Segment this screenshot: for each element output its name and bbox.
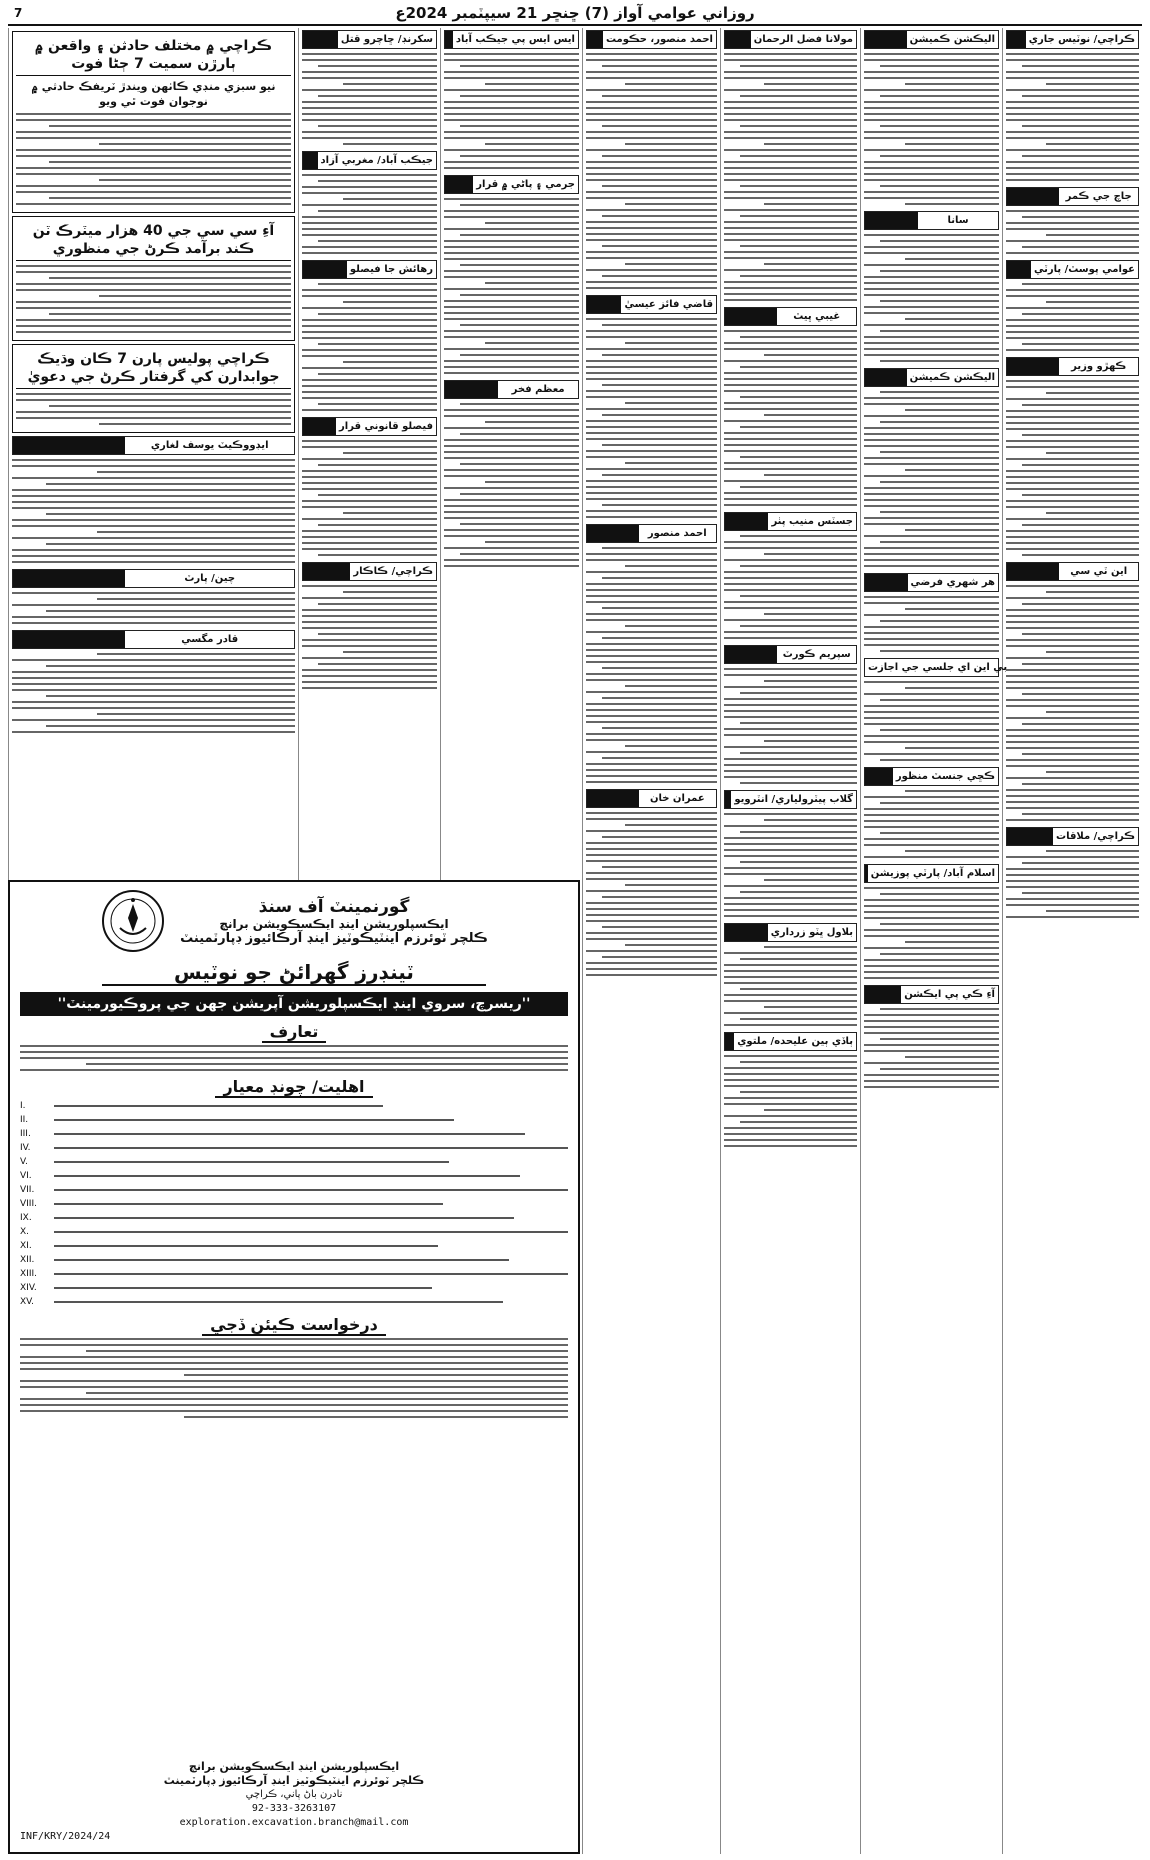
ad-criteria-list (20, 1099, 568, 1309)
story-kicker-label: اين ٽي سي (1070, 566, 1128, 577)
story-kicker-bar (725, 308, 777, 325)
story-kicker (1006, 187, 1139, 206)
story-kicker (586, 295, 717, 314)
news-story (864, 573, 999, 652)
news-story (724, 512, 857, 639)
story-kicker-bar (13, 631, 125, 648)
story-kicker-bar (303, 563, 350, 580)
news-story (864, 767, 999, 858)
tender-advertisement (8, 880, 580, 1854)
story-kicker-label: چين/ پارٽ (184, 573, 236, 584)
headline-export: آءِ سي سي جي 40 هزار ميٽرڪ ٽن ڪند برآمد ڪرڻ جي منظوري (16, 220, 291, 261)
ad-criteria-item (20, 1253, 568, 1267)
story-kicker-bar (725, 791, 731, 808)
ad-notice-title: ٽينڊرز گهرائڻ جو نوٽيس (102, 960, 486, 986)
story-kicker-bar (725, 31, 751, 48)
story-kicker-label: هر شهري فرضي (910, 577, 995, 588)
story-kicker-label: ڪراچي/ ملاقات (1056, 831, 1135, 842)
news-story (864, 30, 999, 205)
story-kicker (864, 211, 999, 230)
story-body (724, 535, 857, 639)
ad-department: ڪلچر ٽوئرزم اينٽيڪوٽيز اينڊ آرڪائيوز ڊپارٽمينٽ (180, 930, 488, 946)
column-2 (860, 28, 1008, 1854)
story-kicker-label: عمران خان (649, 793, 705, 804)
story-kicker-bar (1007, 31, 1026, 48)
story-kicker-bar (13, 437, 125, 454)
story-kicker-bar (303, 152, 318, 169)
ad-criteria-number: V. (20, 1157, 28, 1167)
story-kicker-bar (865, 768, 893, 785)
story-kicker-label: بلاول ڀٽو زرداري (770, 927, 853, 938)
ad-criteria-item (20, 1141, 568, 1155)
story-kicker-label: مولانا فضل الرحمان (753, 34, 853, 45)
export-story-body (16, 265, 291, 333)
news-story (444, 30, 579, 169)
story-body (444, 53, 579, 169)
story-kicker-label: ڪراچي/ ڪاڪار (353, 566, 433, 577)
ad-criteria-number: XI. (20, 1241, 32, 1251)
ad-criteria-item (20, 1127, 568, 1141)
story-kicker (1006, 562, 1139, 581)
story-kicker-label: جيڪب آباد/ مغربي آزاد (320, 155, 433, 166)
news-story (1006, 357, 1139, 556)
story-body (302, 53, 437, 145)
story-kicker-label: گلاب پيٽرولياري/ انٽرويو (734, 794, 853, 805)
ad-banner: ''ريسرچ، سروي اينڊ ايڪسپلوريشن آپريشن جهن جي پروڪيورمينٽ'' (20, 992, 568, 1016)
story-kicker-bar (303, 418, 336, 435)
story-kicker-bar (865, 369, 907, 386)
story-kicker-bar (865, 212, 918, 229)
news-story (724, 30, 857, 301)
story-kicker (12, 436, 295, 455)
story-kicker-bar (1007, 188, 1059, 205)
story-kicker-label: جاچ جي ڪمر (1065, 191, 1132, 202)
column-6 (298, 28, 440, 880)
story-kicker-label: رهائش جا فيصلو (349, 264, 433, 275)
column-3 (720, 28, 860, 1854)
story-kicker (302, 562, 437, 581)
ad-section-how-to-apply: درخواست ڪيئن ڏجي (20, 1315, 568, 1334)
story-body (724, 330, 857, 506)
ad-criteria-item (20, 1197, 568, 1211)
headline-police: ڪراچي پوليس پارن 7 ڪان وڌيڪ جوابدارن کي گرفتار ڪرڻ جي دعويٰ (16, 348, 291, 389)
ad-footer-branch: ايڪسپلوريشن اينڊ ايڪسڪويشن برانچ (188, 1760, 400, 1773)
story-kicker (586, 789, 717, 808)
ad-criteria-number: I. (20, 1101, 26, 1111)
ad-criteria-number: XIII. (20, 1269, 37, 1279)
column-4 (582, 28, 720, 1854)
ad-criteria-item (20, 1225, 568, 1239)
story-body (864, 790, 999, 858)
column-7 (8, 28, 298, 880)
ad-footer-code: INF/KRY/2024/24 (20, 1831, 111, 1842)
story-body (12, 653, 295, 733)
news-story (12, 436, 295, 563)
story-kicker (724, 30, 857, 49)
story-body (444, 198, 579, 374)
story-kicker (302, 30, 437, 49)
story-kicker-label: اليڪشن ڪميشن (909, 34, 995, 45)
story-kicker-bar (1007, 828, 1053, 845)
story-kicker-label: فيصلو قانوني قرار (339, 421, 433, 432)
ad-criteria-number: VIII. (20, 1199, 37, 1209)
story-body (864, 1008, 999, 1088)
news-story (864, 368, 999, 567)
story-kicker-label: بي اين اي جلسي جي اجازت (868, 662, 1008, 673)
ad-criteria-item (20, 1267, 568, 1281)
news-story (1006, 260, 1139, 351)
story-body (864, 234, 999, 362)
ad-criteria-item (20, 1169, 568, 1183)
news-story (1006, 562, 1139, 821)
story-kicker-label: ايڊووڪيٽ يوسف لغاري (150, 440, 269, 451)
news-story (864, 985, 999, 1088)
lead-story-box (12, 31, 295, 213)
news-story (586, 789, 717, 976)
story-body (1006, 53, 1139, 181)
story-body (444, 403, 579, 567)
story-body (1006, 283, 1139, 351)
ad-footer-department: ڪلچر ٽوئرزم اينٽيڪوٽيز اينڊ آرڪائيوز ڊپارٽمينٽ (163, 1774, 425, 1787)
story-kicker (444, 30, 579, 49)
story-kicker (864, 767, 999, 786)
ad-criteria-item (20, 1099, 568, 1113)
news-story (12, 569, 295, 624)
news-story (864, 864, 999, 979)
story-kicker-bar (1007, 563, 1059, 580)
story-kicker-label: اسلام آباد/ پارٽي پوزيشن (870, 868, 995, 879)
story-body (586, 53, 717, 289)
ad-footer-phone: 92-333-3263107 (251, 1803, 337, 1814)
story-kicker (586, 524, 717, 543)
news-story (302, 417, 437, 556)
story-kicker-label: قادر مگسي (181, 634, 239, 645)
story-kicker (864, 30, 999, 49)
news-story (302, 30, 437, 145)
ad-introduction-body (20, 1045, 568, 1071)
story-kicker (302, 417, 437, 436)
story-kicker-bar (445, 381, 498, 398)
news-story (586, 295, 717, 518)
ad-criteria-number: XV. (20, 1297, 35, 1307)
story-kicker-bar (1007, 358, 1059, 375)
news-story (12, 630, 295, 733)
story-kicker (1006, 30, 1139, 49)
police-story-body (16, 393, 291, 425)
ad-criteria-item (20, 1211, 568, 1225)
ad-criteria-item (20, 1295, 568, 1309)
news-story (444, 175, 579, 374)
story-kicker-label: سکرنڊ/ ڇاچرو قتل (340, 34, 433, 45)
news-story (724, 1032, 857, 1147)
story-kicker-label: احمد منصور (647, 528, 707, 539)
story-body (1006, 380, 1139, 556)
story-kicker-bar (865, 986, 901, 1003)
story-kicker-bar (865, 574, 908, 591)
story-body (724, 946, 857, 1026)
story-kicker-bar (587, 525, 639, 542)
story-kicker-bar (587, 790, 639, 807)
story-kicker-label: ايس ايس پي جيڪب آباد (455, 34, 575, 45)
story-body (864, 681, 999, 761)
ad-criteria-number: XIV. (20, 1283, 37, 1293)
story-kicker (864, 573, 999, 592)
story-kicker-bar (587, 296, 621, 313)
ad-criteria-item (20, 1155, 568, 1169)
ad-section-introduction: تعارف (20, 1022, 568, 1041)
story-body (724, 53, 857, 301)
police-story-box (12, 344, 295, 433)
ad-apply-body (20, 1338, 568, 1418)
ad-title-block (180, 897, 488, 946)
ad-criteria-item (20, 1183, 568, 1197)
news-story (1006, 187, 1139, 254)
news-story (1006, 30, 1139, 181)
story-body (864, 887, 999, 979)
story-kicker (724, 1032, 857, 1051)
news-story (724, 645, 857, 784)
story-kicker-label: غيبي ڀيٽ (793, 311, 841, 322)
story-body (302, 174, 437, 254)
story-kicker (1006, 827, 1139, 846)
news-story (586, 524, 717, 783)
story-kicker-bar (445, 176, 473, 193)
story-body (302, 283, 437, 411)
story-body (1006, 585, 1139, 821)
ad-government: گورنمينٽ آف سنڌ (258, 896, 410, 917)
ad-criteria-number: IV. (20, 1143, 31, 1153)
story-kicker-label: ٻاڏي ٻين عليحده/ ملتوي (737, 1036, 853, 1047)
ad-criteria-number: VII. (20, 1185, 35, 1195)
story-kicker-bar (1007, 261, 1031, 278)
ad-criteria-number: VI. (20, 1171, 32, 1181)
story-body (586, 812, 717, 976)
story-kicker-bar (865, 31, 907, 48)
ad-criteria-item (20, 1113, 568, 1127)
story-kicker (444, 175, 579, 194)
story-body (724, 813, 857, 917)
story-kicker (724, 645, 857, 664)
story-kicker-label: جرمي ۽ پاڻي ۾ قرار (476, 179, 575, 190)
story-kicker-label: قاضي فائز عيسيٰ (624, 299, 713, 310)
ad-criteria-number: III. (20, 1129, 31, 1139)
story-kicker (864, 864, 999, 883)
headline-lead-sub: نيو سبزي منڊي ڪاٺهن ويندڙ ٽريفڪ حادثي ۾ نوجوان فوت ٿي ويو (31, 80, 276, 108)
ad-header (20, 888, 568, 954)
story-body (864, 391, 999, 567)
story-body (864, 53, 999, 205)
story-body (12, 592, 295, 624)
story-body (724, 1055, 857, 1147)
story-kicker (12, 630, 295, 649)
story-kicker-bar (725, 646, 777, 663)
story-kicker-label: آءِ ڪي پي ايڪشن (904, 989, 995, 1000)
story-kicker-label: اليڪشن ڪميشن (909, 372, 995, 383)
ad-criteria-number: X. (20, 1227, 30, 1237)
story-kicker-label: احمد منصور، حڪومت (605, 34, 713, 45)
headline-lead: ڪراچي ۾ مختلف حادثن ۽ واقعن ۾ ٻارڙن سميت 7 ڄڻا فوت (16, 35, 291, 76)
story-kicker-bar (13, 570, 125, 587)
news-story (444, 380, 579, 567)
story-kicker-bar (725, 513, 768, 530)
ad-footer-address: نادرن باڻ پاني، ڪراچي (245, 1789, 343, 1800)
news-story (724, 790, 857, 917)
story-kicker-bar (865, 865, 868, 882)
story-kicker-label: سپريم ڪورٽ (782, 649, 851, 660)
story-kicker-bar (587, 31, 603, 48)
story-body (302, 440, 437, 556)
news-story (1006, 827, 1139, 918)
story-kicker-label: ڪهڙو وزير (1071, 361, 1127, 372)
story-kicker (724, 512, 857, 531)
ad-section-eligibility: اهليت/ چونڊ معيار (20, 1077, 568, 1096)
export-story-box (12, 216, 295, 341)
news-story (864, 658, 1008, 761)
story-kicker (724, 923, 857, 942)
ad-criteria-item (20, 1281, 568, 1295)
column-5 (440, 28, 582, 880)
story-kicker-label: معظم فخر (511, 384, 565, 395)
page-masthead (8, 2, 1142, 26)
story-kicker-label: ڪراچي/ نوٽيس جاري (1028, 34, 1135, 45)
story-kicker (12, 569, 295, 588)
story-kicker-bar (725, 1033, 734, 1050)
story-kicker (864, 985, 999, 1004)
news-story (302, 151, 437, 254)
masthead-title: روزاني عوامي آواز (7) ڇنڇر 21 سيپٽمبر 2024ع (395, 4, 755, 22)
story-kicker-label: سانا (947, 215, 969, 226)
story-kicker (1006, 357, 1139, 376)
story-body (1006, 850, 1139, 918)
page-number: 7 (14, 6, 23, 20)
story-kicker-label: عوامي پوسٽ/ پارٽي (1033, 264, 1135, 275)
sindh-emblem-icon (100, 888, 166, 954)
story-kicker-label: جسٽس منيب پٺر (771, 516, 853, 527)
ad-criteria-item (20, 1239, 568, 1253)
news-story (724, 923, 857, 1026)
news-story (586, 30, 717, 289)
news-story (302, 260, 437, 411)
story-kicker (302, 260, 437, 279)
story-kicker (724, 790, 857, 809)
column-1 (1002, 28, 1142, 1854)
lead-story-body (16, 113, 291, 205)
story-kicker-label: ڪڇي جنسٽ منظور (895, 771, 995, 782)
news-story (864, 211, 999, 362)
story-body (1006, 210, 1139, 254)
story-kicker (302, 151, 437, 170)
ad-criteria-number: XII. (20, 1255, 35, 1265)
story-body (586, 547, 717, 783)
ad-footer (20, 1760, 568, 1844)
story-kicker (864, 658, 1008, 677)
news-story (302, 562, 437, 689)
story-kicker (444, 380, 579, 399)
ad-footer-email: exploration.excavation.branch@mail.com (179, 1817, 409, 1828)
story-kicker (864, 368, 999, 387)
story-kicker (586, 30, 717, 49)
ad-criteria-number: IX. (20, 1213, 32, 1223)
story-body (586, 318, 717, 518)
story-kicker-bar (725, 924, 768, 941)
story-kicker (1006, 260, 1139, 279)
story-body (724, 668, 857, 784)
news-story (724, 307, 857, 506)
story-kicker-bar (303, 261, 347, 278)
story-body (12, 459, 295, 563)
story-kicker (724, 307, 857, 326)
ad-criteria-number: II. (20, 1115, 29, 1125)
story-body (864, 596, 999, 652)
story-kicker-bar (445, 31, 453, 48)
column-7-stories (9, 436, 298, 733)
story-body (302, 585, 437, 689)
ad-branch: ايڪسپلوريشن اينڊ ايڪسڪويشن برانچ (219, 916, 449, 931)
story-kicker-bar (303, 31, 338, 48)
